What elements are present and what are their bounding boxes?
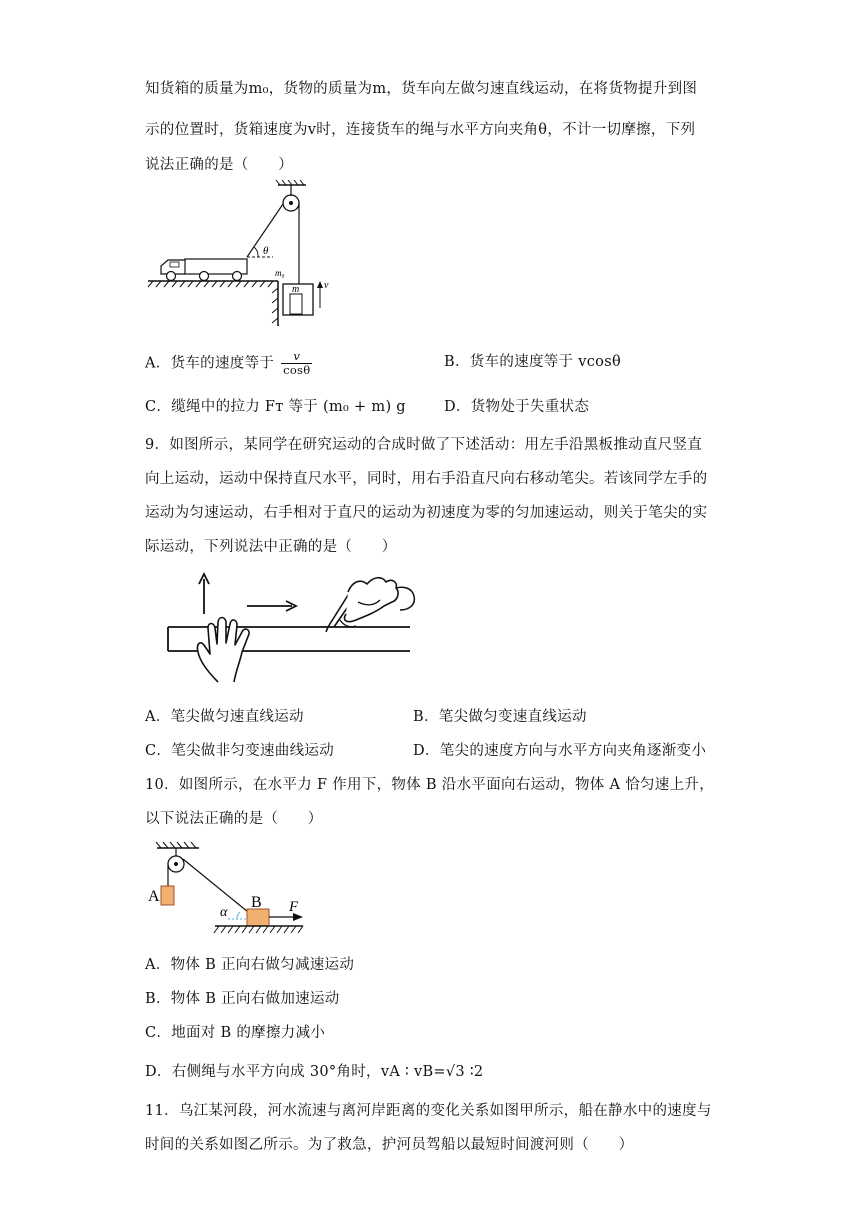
q8-m0-label: m₀ <box>275 268 285 278</box>
q8-option-a-denominator: cosθ <box>283 363 311 377</box>
q9-stem-line-3: 运动为匀速运动，右手相对于直尺的运动为初速度为零的匀加速运动，则关于笔尖的实 <box>145 505 708 521</box>
q8-option-d: D．货物处于失重状态 <box>444 399 590 415</box>
q10-alpha-label: α <box>220 905 228 920</box>
q9-option-a: A．笔尖做匀速直线运动 <box>145 709 304 725</box>
q9-stem-line-1: 9．如图所示，某同学在研究运动的合成时做了下述活动：用左手沿黑板推动直尺竖直 <box>145 437 703 453</box>
q8-option-c: C．缆绳中的拉力 Fᴛ 等于 (m₀ + m) g <box>145 399 406 415</box>
q8-option-b: B．货车的速度等于 vcosθ <box>444 354 621 370</box>
q10-option-a: A．物体 B 正向右做匀减速运动 <box>145 957 355 973</box>
q10-block-a-label: A <box>148 888 160 905</box>
q10-option-b: B．物体 B 正向右做加速运动 <box>145 991 340 1007</box>
q8-option-a-numerator: v <box>281 350 312 364</box>
q8-stem-line-2: 示的位置时，货箱速度为v时，连接货车的绳与水平方向夹角θ，不计一切摩擦，下列 <box>145 122 696 138</box>
q9-stem-line-2: 向上运动，运动中保持直尺水平，同时，用右手沿直尺向右移动笔尖。若该同学左手的 <box>145 471 708 487</box>
q8-v-label: v <box>324 280 329 291</box>
q11-stem-line-1: 11．乌江某河段，河水流速与离河岸距离的变化关系如图甲所示，船在静水中的速度与 <box>145 1103 712 1119</box>
q9-stem-line-4: 际运动，下列说法中正确的是（ ） <box>145 539 397 555</box>
q10-stem-line-1: 10．如图所示，在水平力 F 作用下，物体 B 沿水平面向右运动，物体 A 恰匀速上升， <box>145 777 714 793</box>
q10-stem-line-2: 以下说法正确的是（ ） <box>145 811 323 827</box>
q10-force-label: F <box>289 899 299 915</box>
q10-option-c: C．地面对 B 的摩擦力减小 <box>145 1025 326 1041</box>
q8-option-a <box>145 350 312 377</box>
q11-stem-line-2: 时间的关系如图乙所示。为了救急，护河员驾船以最短时间渡河则（ ） <box>145 1137 634 1153</box>
q9-option-b: B．笔尖做匀变速直线运动 <box>413 709 587 725</box>
q8-m-label: m <box>292 284 300 295</box>
q8-truck-pulley-figure <box>143 180 343 330</box>
q8-stem-line-1: 知货箱的质量为m₀，货物的质量为m，货车向左做匀速直线运动，在将货物提升到图 <box>145 81 698 97</box>
q8-theta-label: θ <box>263 245 269 257</box>
q10-option-d: D．右侧绳与水平方向成 30°角时，vA ∶ vB=√3 ∶2 <box>145 1064 484 1080</box>
q8-option-a-text: A．货车的速度等于 <box>145 355 275 372</box>
q10-block-b-label: B <box>251 894 262 911</box>
q8-stem-line-3: 说法正确的是（ ） <box>145 157 293 173</box>
q9-option-d: D．笔尖的速度方向与水平方向夹角逐渐变小 <box>413 743 707 759</box>
q9-ruler-hands-figure <box>160 570 420 695</box>
q9-option-c: C．笔尖做非匀变速曲线运动 <box>145 743 334 759</box>
q10-pulley-figure <box>143 836 313 940</box>
